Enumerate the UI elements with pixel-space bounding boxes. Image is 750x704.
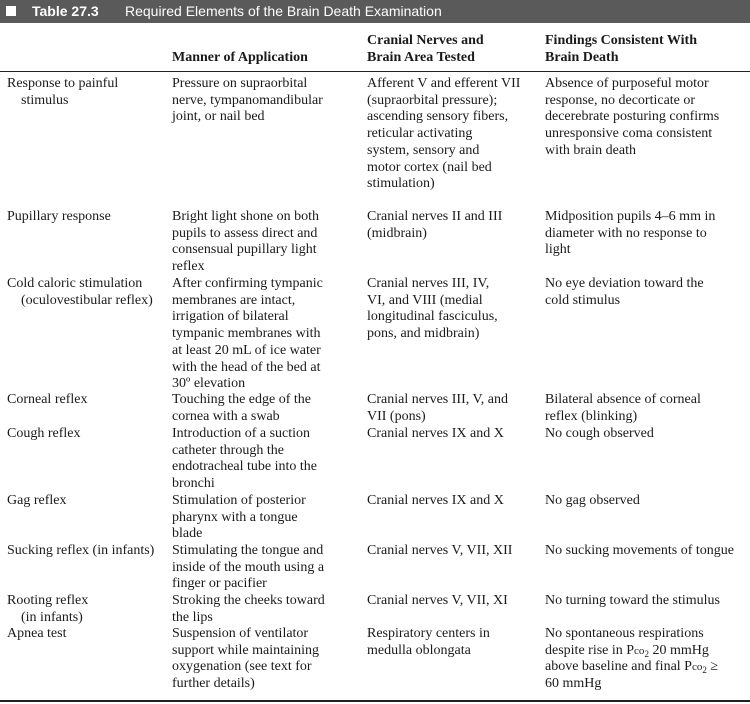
text-fragment: co [634, 644, 645, 657]
cell-line [545, 676, 718, 693]
text-fragment: despite rise in P [545, 642, 635, 658]
cell-line: reflex [172, 259, 205, 275]
cell-line: No gag observed [545, 493, 640, 508]
cell-findings [545, 626, 718, 693]
table-bottom-rule [0, 700, 750, 702]
cell-line: Touching the edge of the [172, 392, 311, 407]
cell-line: longitudinal fasciculus, [367, 309, 498, 325]
cell-line: Cranial nerves III, IV, [367, 276, 490, 291]
cell-line: Cranial nerves II and III [367, 209, 503, 224]
header-line: Cranial Nerves and [367, 33, 484, 48]
cell-line: the lips [172, 609, 213, 625]
header-rule [0, 71, 750, 72]
cell-element [7, 76, 118, 109]
cell-line: Afferent V and efferent VII [367, 76, 521, 91]
text-fragment: 2 [702, 665, 707, 676]
cell-line: joint, or nail bed [172, 109, 265, 125]
cell-line: Sucking reflex (in infants) [7, 543, 155, 558]
table-title-bar [0, 0, 750, 23]
cell-line: Apnea test [7, 626, 67, 641]
text-fragment: co [691, 661, 703, 674]
table-title: Required Elements of the Brain Death Examination [125, 3, 442, 19]
cell-element [7, 276, 153, 309]
cell-line: Pressure on supraorbital [172, 76, 308, 91]
cell-line: Stimulating the tongue and [172, 543, 324, 558]
cell-line: tympanic membranes with [172, 326, 321, 342]
cell-line: system, sensory and [367, 142, 480, 158]
cell-line: at least 20 mL of ice water [172, 342, 321, 358]
cell-nerves [367, 209, 502, 242]
cell-line: inside of the mouth using a [172, 559, 325, 575]
text-fragment: No spontaneous respirations [545, 626, 704, 641]
cell-line: VI, and VIII (medial [367, 292, 483, 308]
cell-line: Gag reflex [7, 493, 67, 508]
cell-line: with brain death [545, 142, 636, 158]
cell-line: Cough reflex [7, 426, 81, 441]
cell-line: Cranial nerves V, VII, XII [367, 543, 513, 558]
header-nerves [367, 32, 484, 66]
cell-line [545, 626, 718, 643]
cell-line: Cranial nerves IX and X [367, 493, 504, 508]
header-application [172, 49, 308, 66]
cell-line: reticular activating [367, 126, 473, 142]
cell-line: No sucking movements of tongue [545, 543, 734, 558]
cell-findings [545, 276, 704, 309]
cell-nerves [367, 392, 508, 425]
cell-findings [545, 392, 701, 425]
cell-line: Respiratory centers in [367, 626, 490, 641]
text-fragment: ≥ [706, 659, 719, 675]
cell-element [7, 543, 154, 560]
cell-line: No cough observed [545, 426, 654, 441]
cell-line: Suspension of ventilator [172, 626, 309, 641]
text-fragment: 60 mmHg [545, 676, 602, 692]
cell-line: oxygenation (see text for [172, 659, 312, 675]
cell-findings [545, 543, 734, 560]
cell-line: 30º elevation [172, 376, 246, 392]
cell-line: with the head of the bed at [172, 359, 321, 375]
cell-application [172, 426, 317, 493]
cell-line: (supraorbital pressure); [367, 92, 498, 108]
cell-findings [545, 209, 715, 259]
cell-element [7, 426, 80, 443]
cell-line [545, 643, 718, 660]
cell-line: pharynx with a tongue [172, 509, 298, 525]
cell-line: cold stimulus [545, 292, 621, 308]
cell-nerves [367, 276, 498, 343]
cell-line: decerebrate posturing confirms [545, 109, 720, 125]
cell-line: Cranial nerves IX and X [367, 426, 504, 441]
cell-line: No turning toward the stimulus [545, 593, 720, 608]
header-line: Findings Consistent With [545, 33, 697, 48]
cell-line: pons, and midbrain) [367, 326, 480, 342]
cell-line: Rooting reflex [7, 593, 89, 608]
cell-line: Introduction of a suction [172, 426, 311, 441]
cell-line: support while maintaining [172, 642, 319, 658]
text-fragment: 20 mmHg [648, 642, 709, 658]
cell-line: ascending sensory fibers, [367, 109, 509, 125]
header-findings [545, 32, 697, 66]
cell-line: membranes are intact, [172, 292, 296, 308]
cell-line: endotracheal tube into the [172, 459, 317, 475]
cell-line: After confirming tympanic [172, 276, 323, 291]
cell-line: Cranial nerves V, VII, XI [367, 593, 508, 608]
cell-findings [545, 593, 720, 610]
cell-line: bronchi [172, 476, 215, 492]
cell-line: unresponsive coma consistent [545, 126, 713, 142]
cell-line: diameter with no response to [545, 225, 707, 241]
cell-line: Cold caloric stimulation [7, 276, 143, 291]
cell-line: nerve, tympanomandibular [172, 92, 323, 108]
cell-nerves [367, 593, 508, 610]
cell-line: cornea with a swab [172, 408, 280, 424]
cell-line: VII (pons) [367, 408, 426, 424]
cell-line: pupils to assess direct and [172, 225, 318, 241]
cell-findings [545, 76, 719, 160]
cell-line: reflex (blinking) [545, 408, 638, 424]
square-bullet-icon [6, 6, 16, 16]
cell-line: consensual pupillary light [172, 242, 317, 258]
cell-line: finger or pacifier [172, 576, 267, 592]
cell-nerves [367, 493, 504, 510]
cell-line: irrigation of bilateral [172, 309, 289, 325]
cell-line: (in infants) [21, 609, 83, 625]
cell-line: stimulation) [367, 176, 435, 192]
cell-line: Absence of purposeful motor [545, 76, 709, 91]
header-line: Brain Death [545, 50, 619, 65]
cell-line: Corneal reflex [7, 392, 88, 407]
cell-findings [545, 426, 654, 443]
cell-line: response, no decorticate or [545, 92, 696, 108]
cell-element [7, 593, 88, 626]
cell-line: Response to painful [7, 76, 119, 91]
cell-application [172, 276, 323, 393]
cell-application [172, 76, 323, 126]
cell-line: stimulus [21, 92, 69, 108]
cell-line: Stroking the cheeks toward [172, 593, 325, 608]
cell-application [172, 392, 311, 425]
cell-nerves [367, 426, 504, 443]
cell-line: Cranial nerves III, V, and [367, 392, 508, 407]
table-number: Table 27.3 [32, 3, 99, 19]
cell-application [172, 626, 319, 693]
text-fragment: above baseline and final P [545, 659, 692, 675]
cell-nerves [367, 626, 490, 659]
cell-line: catheter through the [172, 442, 284, 458]
header-line: Brain Area Tested [367, 50, 475, 65]
cell-line: Pupillary response [7, 209, 111, 224]
cell-line: Midposition pupils 4–6 mm in [545, 209, 716, 224]
cell-line: blade [172, 526, 203, 542]
cell-application [172, 543, 324, 593]
text-fragment: 2 [644, 648, 649, 659]
cell-line: Stimulation of posterior [172, 493, 306, 508]
cell-element [7, 626, 66, 643]
cell-line: (oculovestibular reflex) [21, 292, 153, 308]
header-line: Manner of Application [172, 50, 308, 65]
cell-line: further details) [172, 676, 255, 692]
cell-line: (midbrain) [367, 225, 427, 241]
cell-element [7, 209, 111, 226]
cell-line: light [545, 242, 571, 258]
cell-element [7, 392, 87, 409]
cell-application [172, 209, 319, 276]
cell-line: medulla oblongata [367, 642, 471, 658]
cell-line: Bright light shone on both [172, 209, 319, 224]
cell-line: No eye deviation toward the [545, 276, 704, 291]
cell-nerves [367, 76, 520, 193]
cell-line: Bilateral absence of corneal [545, 392, 701, 407]
cell-application [172, 493, 306, 543]
cell-application [172, 593, 325, 626]
cell-line [545, 659, 718, 676]
cell-nerves [367, 543, 512, 560]
cell-findings [545, 493, 640, 510]
cell-line: motor cortex (nail bed [367, 159, 492, 175]
cell-element [7, 493, 66, 510]
